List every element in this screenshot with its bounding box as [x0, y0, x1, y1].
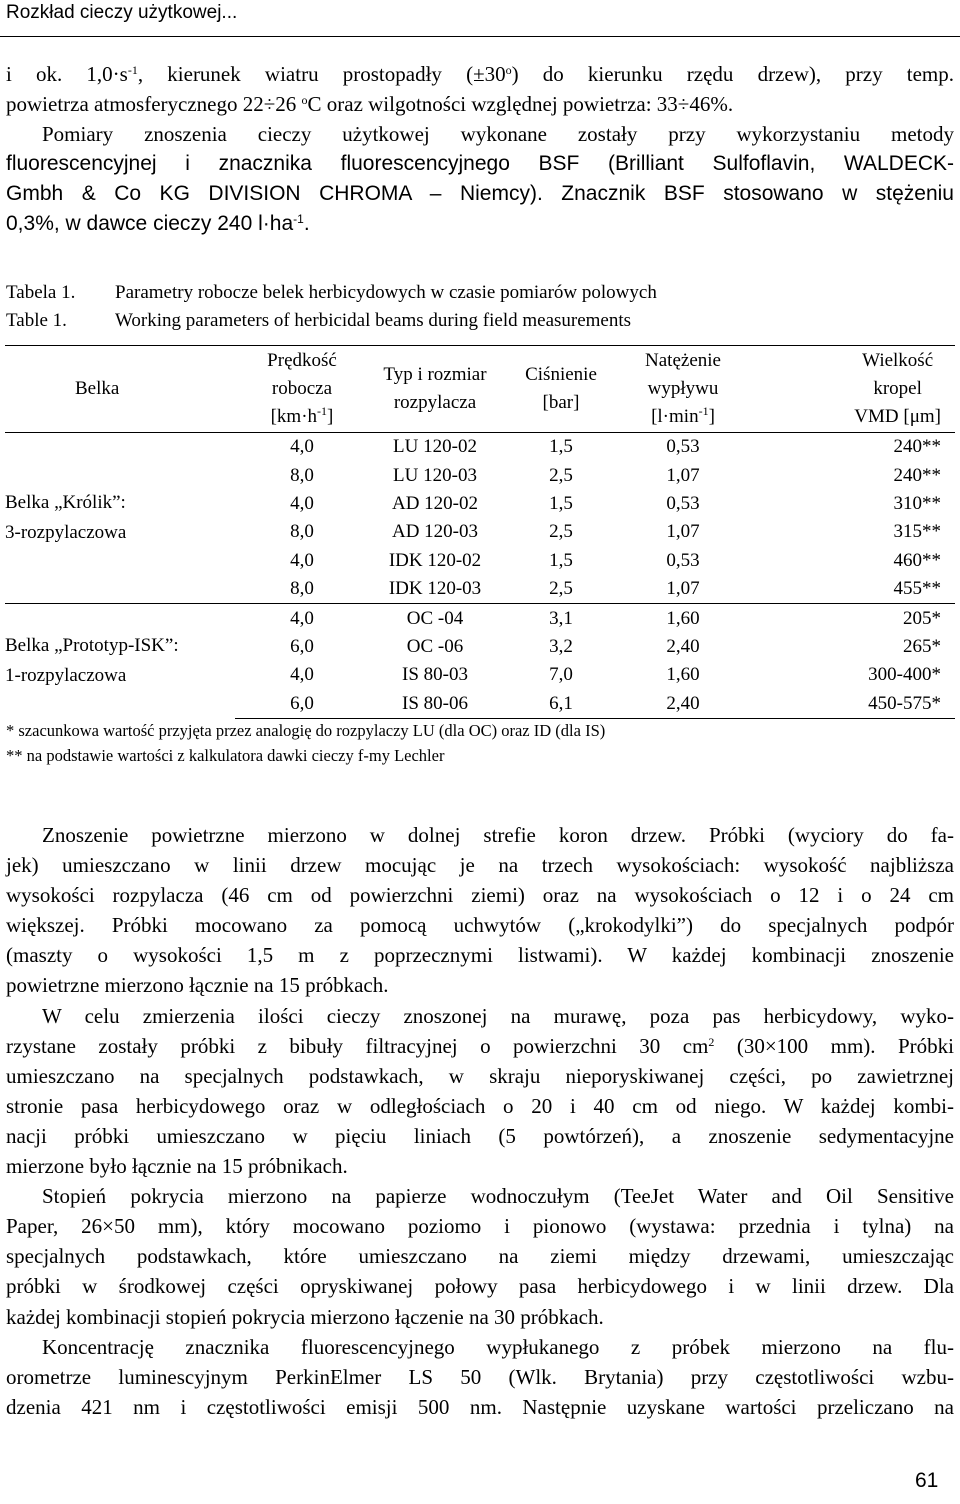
p1-line: Znoszenie powietrzne mierzono w dolnej strefie koron drzew. Próbki (wyciory do fa- [42, 823, 954, 847]
cell-nozzle: IS 80-03 [402, 664, 468, 686]
intro-line-5: Gmbh & Co KG DIVISION CHROMA – Niemcy). Znacznik BSF stosowano w stężeniu [6, 182, 954, 206]
cell-vmd: 315** [893, 521, 941, 543]
intro-line-3: Pomiary znoszenia cieczy użytkowej wykonane zostały przy wykorzystaniu metody [42, 121, 954, 146]
p4-line: Koncentrację znacznika fluorescencyjnego wypłukanego z próbek mierzono na flu- [42, 1334, 954, 1359]
cell-vmd: 460** [893, 549, 941, 571]
p4-line: orometrze luminescyjnym PerkinElmer LS 50 (Wlk. Brytania) przy częstotliwości wzbu- [6, 1364, 954, 1389]
p2-line: stronie pasa herbicydowego oraz w odległościach o 20 i 40 cm od niego. W każdej kombi- [6, 1093, 954, 1118]
p2-line: mierzone było łącznie na 15 próbnikach. [6, 1154, 348, 1179]
cell-vmd: 300-400* [868, 664, 941, 686]
group-prototyp-isk: Belka „Prototyp-ISK”: 1-rozpylaczowa [5, 604, 235, 719]
cell-flow: 1,07 [666, 464, 700, 486]
cell-pressure: 1,5 [549, 549, 573, 571]
caption-label-en: Table 1. [6, 310, 67, 331]
header-flow: Natężenie wypływu $[l\cdot\min^{-1}]$ [621, 346, 745, 433]
cell-pressure: 7,0 [549, 664, 573, 686]
cell-speed: 4,0 [290, 492, 314, 514]
cell-speed: 8,0 [290, 521, 314, 543]
cell-speed: 4,0 [290, 436, 314, 458]
table-row [5, 604, 955, 633]
cell-pressure: 3,2 [549, 635, 573, 657]
cell-nozzle: AD 120-02 [391, 492, 479, 514]
p3-line: specjalnych podstawkach, które umieszczano na ziemi między drzewami, umieszczając [6, 1244, 954, 1269]
cell-pressure: 2,5 [549, 521, 573, 543]
cell-flow: 1,07 [666, 578, 700, 600]
cell-pressure: 6,1 [501, 690, 621, 719]
p1-line: większej. Próbki mocowano za pomocą uchwytów („krokodylki”) do specjalnych podpór [6, 913, 954, 938]
p2-line: nacji próbki umieszczano w pięciu liniach (5 powtórzeń), a znoszenie sedymentacyjne [6, 1123, 954, 1148]
body-text [6, 820, 954, 1422]
p4-line: dzenia 421 nm i częstotliwości emisji 500 nm. Następnie uzyskane wartości przeliczano na [6, 1394, 954, 1419]
cell-nozzle: IDK 120-03 [388, 578, 482, 600]
p1-line: jek) umieszczano w linii drzew mocując je na trzech wysokościach: wysokość najbliższa [6, 853, 954, 878]
cell-pressure: 2,5 [549, 464, 573, 486]
p3-line: Stopień pokrycia mierzono na papierze wodnoczułym (TeeJet Water and Oil Sensitive [42, 1184, 954, 1209]
cell-vmd: 450-575* [745, 690, 955, 719]
cell-vmd: 455** [893, 578, 941, 600]
cell-speed: 8,0 [290, 464, 314, 486]
cell-pressure: 1,5 [549, 492, 573, 514]
cell-speed: 8,0 [290, 578, 314, 600]
cell-nozzle: LU 120-02 [393, 436, 477, 458]
cell-flow: 1,07 [666, 521, 700, 543]
header-vmd: Wielkość kropel VMD [μm] [745, 346, 955, 433]
cell-nozzle: IDK 120-02 [388, 549, 482, 571]
cell-vmd: 205* [745, 604, 955, 633]
intro-line-4: fluorescencyjnej i znacznika fluorescencyjnego BSF (Brilliant Sulfoflavin, WALDECK- [6, 152, 954, 176]
caption-text-pl: Parametry robocze belek herbicydowych w czasie pomiarów polowych [115, 282, 657, 303]
p1-line: powietrzne mierzono łącznie na 15 próbkach. [6, 973, 389, 998]
caption-label-pl: Tabela 1. [6, 282, 76, 303]
p2-line: rzystane zostały próbki z bibuły filtracyjnej o powierzchni 30 $cm^2$ (30×100 mm). Próbki [6, 1033, 954, 1058]
intro-text [6, 60, 954, 239]
cell-speed: 4,0 [290, 549, 314, 571]
p2-line: umieszczano na specjalnych podstawkach, w skraju nieporyskiwanej części, po zawietrznej [6, 1063, 954, 1088]
cell-speed: 6,0 [290, 635, 314, 657]
cell-vmd: 240** [893, 464, 941, 486]
p3-line: próbki w środkowej części opryskiwanej połowy pasa herbicydowego i w linii drzew. Dla [6, 1274, 954, 1299]
p1-line: wysokości rozpylacza (46 cm od powierzchni ziemi) oraz na wysokościach o 12 i o 24 cm [6, 883, 954, 908]
cell-flow: 0,53 [666, 436, 700, 458]
cell-flow: 0,53 [666, 492, 700, 514]
cell-flow: 1,60 [621, 604, 745, 633]
cell-flow: 2,40 [621, 690, 745, 719]
footnote-2: ** na podstawie wartości z kalkulatora dawki cieczy f-my Lechler [6, 746, 445, 765]
parameters-table [5, 345, 955, 719]
footnote-1: * szacunkowa wartość przyjęta przez analogię do rozpylaczy LU (dla OC) oraz ID (dla IS) [6, 721, 606, 740]
cell-flow: 2,40 [666, 635, 700, 657]
p1-line: (maszty o wysokości 1,5 m z poprzecznymi listwami). W każdej kombinacji znoszenie [6, 943, 954, 968]
cell-speed: 6,0 [235, 690, 369, 719]
cell-flow: 1,60 [666, 664, 700, 686]
intro-line-6: 0,3%, w dawce cieczy 240 $l\cdot ha^{-1}$. [6, 211, 310, 235]
header-speed: Prędkość robocza $[km\cdot h^{-1}]$ [235, 346, 369, 433]
p2-line: W celu zmierzenia ilości cieczy znoszonej na murawę, poza pas herbicydowy, wyko- [42, 1003, 954, 1028]
cell-vmd: 310** [893, 492, 941, 514]
header-rule [0, 36, 960, 37]
page-number: 61 [915, 1469, 939, 1492]
header-belka: Belka [5, 346, 235, 433]
cell-speed: 4,0 [290, 664, 314, 686]
table-caption-pl [6, 279, 657, 306]
cell-pressure: 1,5 [549, 436, 573, 458]
running-header: Rozkład cieczy użytkowej... [6, 2, 238, 23]
header-pressure: Ciśnienie [bar] [501, 346, 621, 433]
group-krolik: Belka „Królik”: 3-rozpylaczowa [5, 492, 127, 544]
caption-text-en: Working parameters of herbicidal beams during field measurements [115, 310, 632, 331]
cell-nozzle: IS 80-06 [369, 690, 501, 719]
cell-nozzle: AD 120-03 [391, 521, 479, 543]
p3-line: każdej kombinacji stopień pokrycia mierzono łączenie na 30 próbkach. [6, 1304, 604, 1329]
header-nozzle: Typ i rozmiar rozpylacza [369, 346, 501, 433]
cell-pressure: 3,1 [501, 604, 621, 633]
cell-vmd: 240** [893, 436, 941, 458]
table-caption-en [6, 307, 631, 334]
cell-speed: 4,0 [235, 604, 369, 633]
cell-nozzle: OC -06 [406, 635, 464, 657]
p3-line: Paper, 26×50 mm), który mocowano poziomo i pionowo (wystawa: przednia i tylna) na [6, 1214, 954, 1239]
cell-vmd: 265* [903, 635, 941, 657]
intro-line-1: i ok. $1,0\cdot s^{-1}$, kierunek wiatru prostopadły $(\pm 30^o)$ do kierunku rzędu drzew), przy temp. [6, 62, 955, 86]
cell-nozzle: LU 120-03 [393, 464, 477, 486]
cell-flow: 0,53 [666, 549, 700, 571]
table-header-row [5, 346, 955, 433]
intro-line-2: powietrza atmosferycznego 22÷26 $^o$C oraz wilgotności względnej powietrza: 33÷46%. [6, 91, 734, 116]
table-row [5, 433, 955, 462]
cell-nozzle: OC -04 [369, 604, 501, 633]
cell-pressure: 2,5 [549, 578, 573, 600]
